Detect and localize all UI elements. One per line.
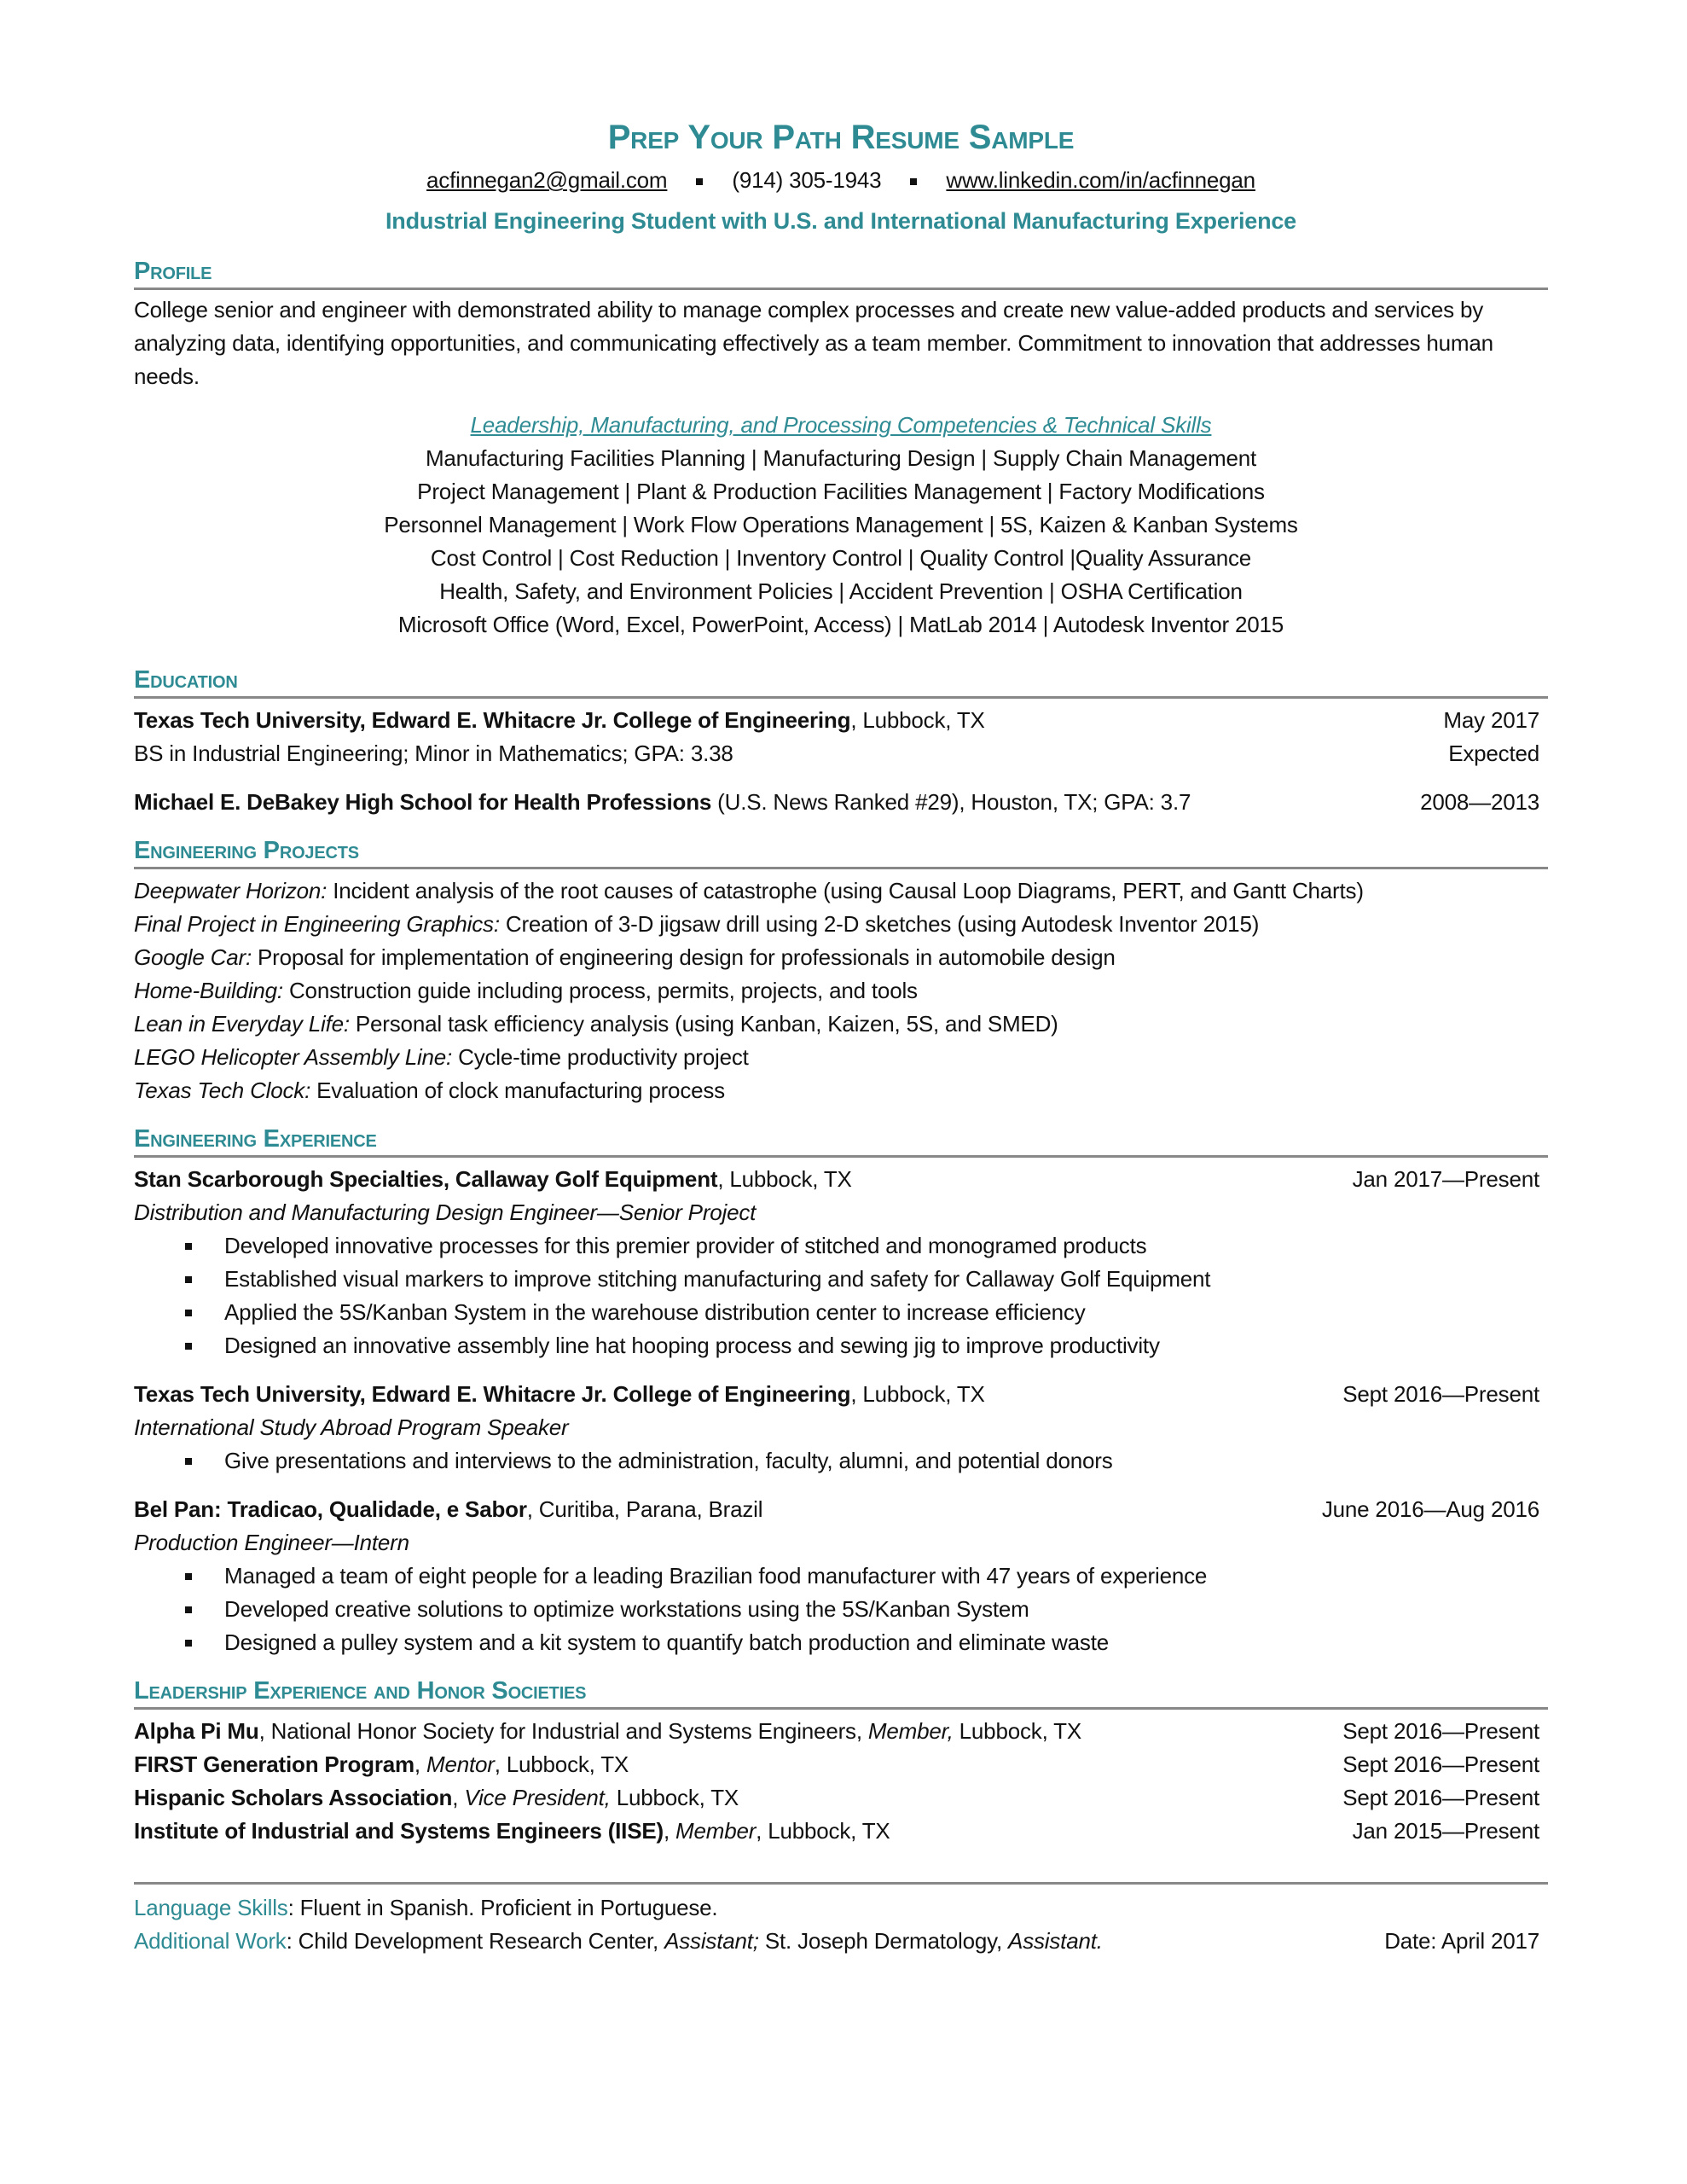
degree: BS in Industrial Engineering; Minor in Mathematics; GPA: 3.38 [134,741,733,766]
date: 2008—2013 [1420,789,1539,815]
role: Vice President, [464,1785,611,1810]
project-name: LEGO Helicopter Assembly Line: [134,1044,453,1070]
leadership-section [134,1675,1548,1848]
date: Sept 2016—Present [1342,1381,1539,1407]
leadership-item [134,1748,1548,1781]
location: Lubbock, TX [953,1718,1081,1744]
projects-section [134,834,1548,1107]
language-text: : Fluent in Spanish. Proficient in Portuguese. [287,1895,718,1920]
job-title: Production Engineer—Intern [134,1530,409,1555]
project-item [134,908,1548,941]
location: , Lubbock, TX [494,1751,629,1777]
project-item [134,874,1548,908]
job-title: International Study Abroad Program Speaker [134,1414,569,1440]
school-name: Texas Tech University, Edward E. Whitacre Jr. College of Engineering [134,707,851,733]
leadership-item [134,1781,1548,1815]
job-title: Distribution and Manufacturing Design Engineer—Senior Project [134,1199,757,1225]
school-location: , Lubbock, TX [850,707,985,733]
bullet-item: Managed a team of eight people for a leading Brazilian food manufacturer with 47 years of experience [185,1560,1548,1593]
project-name: Deepwater Horizon: [134,878,328,903]
work-role: Assistant; [664,1928,759,1954]
location: , Lubbock, TX [717,1166,852,1192]
education-entry [134,786,1548,819]
project-desc: Construction guide including process, permits, projects, and tools [282,978,918,1003]
project-item [134,1074,1548,1107]
employer: Bel Pan: Tradicao, Qualidade, e Sabor [134,1496,527,1522]
experience-section [134,1123,1548,1659]
org-desc: , National Honor Society for Industrial and Systems Engineers, [258,1718,868,1744]
org-desc: , [452,1785,465,1810]
section-heading: Leadership Experience and Honor Societies [134,1675,1548,1710]
bullet-item: Designed an innovative assembly line hat hooping process and sewing jig to improve productivity [185,1329,1548,1362]
role: Member [675,1818,757,1844]
org-name: Hispanic Scholars Association [134,1785,453,1810]
project-item [134,974,1548,1008]
additional-work-label: Additional Work [134,1928,287,1954]
project-desc: Cycle-time productivity project [452,1044,749,1070]
org-desc: , [414,1751,426,1777]
project-name: Home-Building: [134,978,283,1003]
org-name: Alpha Pi Mu [134,1718,259,1744]
phone: (914) 305-1943 [732,167,882,193]
role: Member, [867,1718,954,1744]
bullet-item: Developed innovative processes for this premier provider of stitched and monogramed products [185,1229,1548,1263]
skills-line: Manufacturing Facilities Planning | Manufacturing Design | Supply Chain Management [425,445,1257,471]
leadership-item [134,1715,1548,1748]
profile-section [134,255,1548,642]
work-text: St. Joseph Dermatology, [758,1928,1009,1954]
project-desc: Evaluation of clock manufacturing process [310,1077,725,1103]
bullet-item: Established visual markers to improve stitching manufacturing and safety for Callaway Golf Equipment [185,1263,1548,1296]
bullet-item: Developed creative solutions to optimize workstations using the 5S/Kanban System [185,1593,1548,1626]
location: Lubbock, TX [610,1785,739,1810]
job-entry [134,1493,1548,1659]
language-label: Language Skills [134,1895,288,1920]
org-desc: , [663,1818,676,1844]
project-desc: Creation of 3-D jigsaw drill using 2-D sketches (using Autodesk Inventor 2015) [499,911,1260,937]
job-entry [134,1163,1548,1362]
project-name: Final Project in Engineering Graphics: [134,911,500,937]
employer: Texas Tech University, Edward E. Whitacre Jr. College of Engineering [134,1381,851,1407]
resume-page [134,0,1548,1958]
project-desc: Personal task efficiency analysis (using Kanban, Kaizen, 5S, and SMED) [349,1011,1058,1037]
employer: Stan Scarborough Specialties, Callaway Golf Equipment [134,1166,718,1192]
role: Mentor [426,1751,495,1777]
degree-line [134,737,1548,770]
leadership-item [134,1815,1548,1848]
location: , Lubbock, TX [850,1381,985,1407]
school-details: (U.S. News Ranked #29), Houston, TX; GPA: 3.7 [711,789,1191,815]
section-heading: Profile [134,255,1548,290]
linkedin-link[interactable]: www.linkedin.com/in/acfinnegan [946,167,1255,193]
project-name: Texas Tech Clock: [134,1077,311,1103]
resume-title: Prep Your Path Resume Sample [607,119,1075,156]
project-name: Google Car: [134,944,252,970]
skills-line: Health, Safety, and Environment Policies | Accident Prevention | OSHA Certification [439,578,1243,604]
project-desc: Incident analysis of the root causes of catastrophe (using Causal Loop Diagrams, PERT, and Gantt Charts) [327,878,1364,903]
date: Sept 2016—Present [1342,1785,1539,1810]
date: May 2017 [1443,707,1539,733]
date: June 2016—Aug 2016 [1321,1496,1539,1522]
bullet-separator [696,178,703,185]
date-note: Expected [1448,741,1539,766]
org-name: Institute of Industrial and Systems Engineers (IISE) [134,1818,664,1844]
document-date: Date: April 2017 [1384,1928,1539,1954]
project-item [134,1041,1548,1074]
bullet-item: Designed a pulley system and a kit system to quantify batch production and eliminate waste [185,1626,1548,1659]
skills-list [134,442,1548,642]
contact-line [134,163,1548,197]
bullet-item: Applied the 5S/Kanban System in the warehouse distribution center to increase efficiency [185,1296,1548,1329]
section-heading: Education [134,664,1548,699]
work-text: : Child Development Research Center, [286,1928,665,1954]
education-entry [134,704,1548,737]
location: , Curitiba, Parana, Brazil [526,1496,763,1522]
project-name: Lean in Everyday Life: [134,1011,350,1037]
project-item [134,941,1548,974]
project-item [134,1008,1548,1041]
skills-line: Personnel Management | Work Flow Operations Management | 5S, Kaizen & Kanban Systems [384,512,1298,537]
bullet-separator [910,178,917,185]
skills-line: Cost Control | Cost Reduction | Inventory Control | Quality Control |Quality Assurance [430,545,1252,571]
section-heading: Engineering Projects [134,834,1548,869]
headline: Industrial Engineering Student with U.S. and International Manufacturing Experience [385,208,1296,234]
skills-line: Microsoft Office (Word, Excel, PowerPoint, Access) | MatLab 2014 | Autodesk Inventor 2015 [397,612,1284,637]
footer [134,1882,1548,1958]
bullet-item: Give presentations and interviews to the administration, faculty, alumni, and potential donors [185,1444,1548,1478]
profile-text: College senior and engineer with demonstrated ability to manage complex processes and create new value-added products and services by analyzing data, identifying opportunities, and communicating effectively as a team member. Commitment to innovation that addresses human needs. [134,297,1493,389]
location: , Lubbock, TX [756,1818,890,1844]
date: Sept 2016—Present [1342,1718,1539,1744]
date: Jan 2017—Present [1352,1166,1539,1192]
work-role: Assistant. [1008,1928,1103,1954]
school-name: Michael E. DeBakey High School for Health Professions [134,789,712,815]
date: Sept 2016—Present [1342,1751,1539,1777]
org-name: FIRST Generation Program [134,1751,415,1777]
email-link[interactable]: acfinnegan2@gmail.com [426,167,668,193]
project-desc: Proposal for implementation of engineering design for professionals in automobile design [251,944,1116,970]
date: Jan 2015—Present [1352,1818,1539,1844]
skills-line: Project Management | Plant & Production Facilities Management | Factory Modifications [417,479,1265,504]
skills-heading: Leadership, Manufacturing, and Processing Competencies & Technical Skills [470,412,1212,438]
education-section [134,664,1548,819]
section-heading: Engineering Experience [134,1123,1548,1158]
job-entry [134,1378,1548,1478]
